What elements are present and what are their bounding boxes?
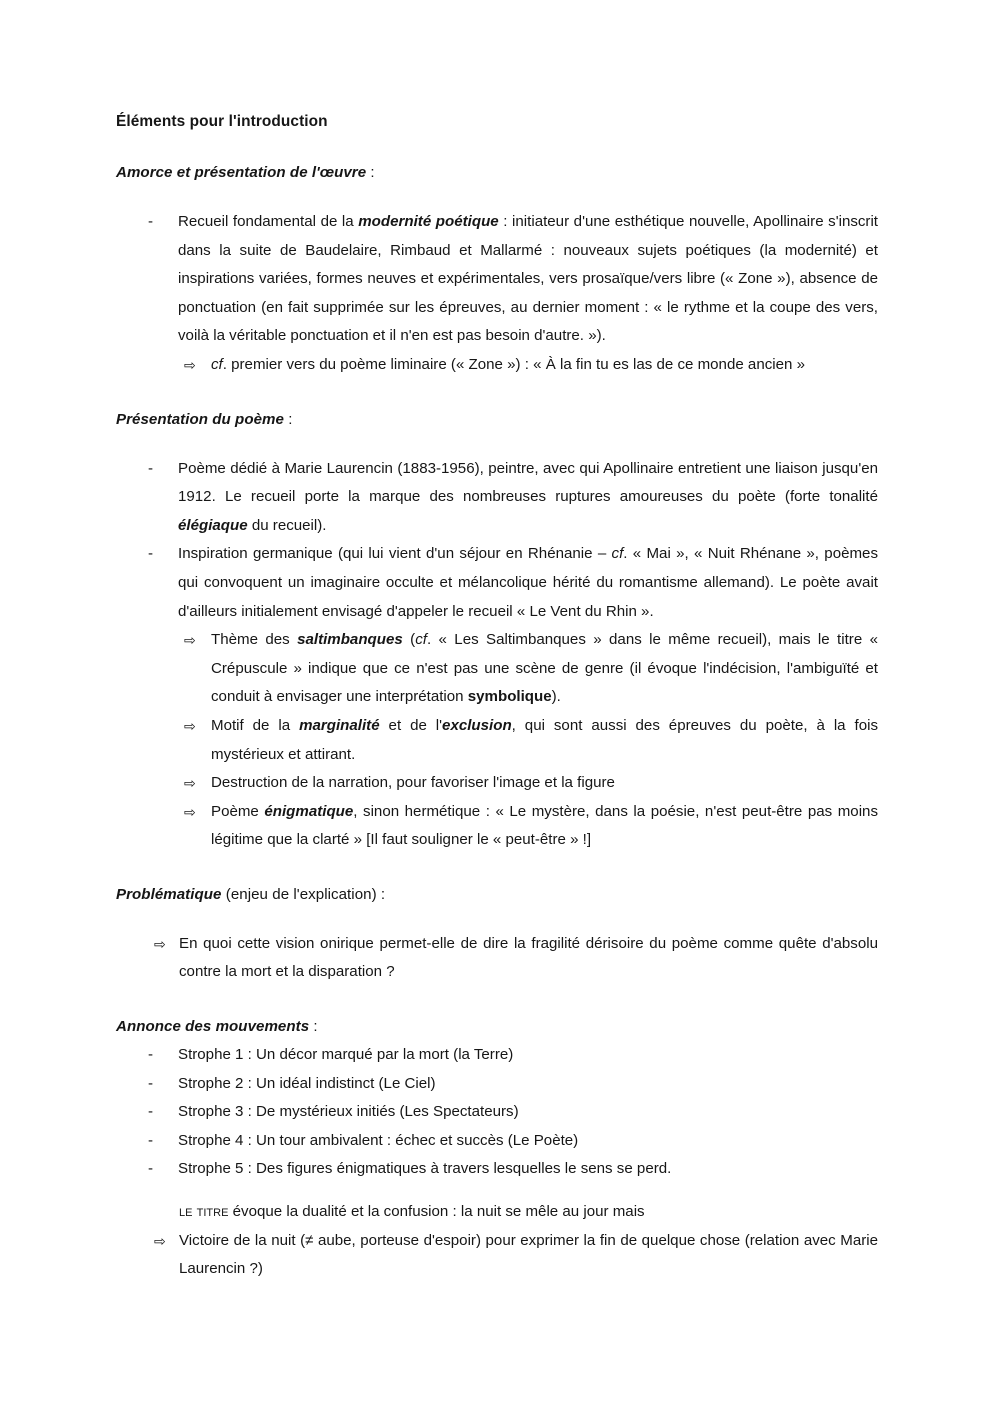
dash-bullet-icon: - bbox=[148, 1074, 154, 1092]
abbr-cf: cf bbox=[211, 355, 223, 373]
small-caps-le-titre: le titre bbox=[179, 1203, 229, 1221]
sub-list-item-text bbox=[211, 351, 878, 380]
spacer bbox=[116, 187, 878, 208]
list-item bbox=[116, 540, 878, 626]
dash-bullet-icon: - bbox=[148, 213, 154, 230]
dash-bullet-icon: - bbox=[148, 1131, 154, 1149]
section-heading-amorce-label: Amorce et présentation de l'œuvre bbox=[116, 164, 367, 181]
spacer bbox=[116, 909, 878, 930]
list-item bbox=[116, 1041, 878, 1070]
text-run: Poème dédié à Marie Laurencin (1883-1956), peintre, avec qui Apollinaire entretient une liaison jusqu'en 1912. Le recueil porte la marque des nombreuses ruptures amoureuses du poète (forte tonalité bbox=[178, 459, 878, 506]
text-run: Poème bbox=[211, 802, 265, 820]
page-title: Éléments pour l'introduction bbox=[116, 113, 328, 130]
sub-list-item-text bbox=[211, 712, 878, 769]
text-run: , sinon hermétique : « Le mystère, dans la poésie, n'est peut-être pas moins légitime que la clarté » [Il faut souligner le « peut-être » !] bbox=[211, 802, 878, 849]
list-item bbox=[116, 1127, 878, 1156]
sub-list-item bbox=[116, 769, 878, 798]
sub-list-item-text: En quoi cette vision onirique permet-elle de dire la fragilité dérisoire du poème comme quête d'absolu contre la mort et la disparation ? bbox=[179, 934, 878, 981]
sub-list-item bbox=[116, 712, 878, 769]
text-run: évoque la dualité et la confusion : la nuit se mêle au jour mais bbox=[228, 1203, 645, 1221]
section-heading-problematique-rest: (enjeu de l'explication) : bbox=[221, 885, 386, 903]
emphasis-saltimbanques: saltimbanques bbox=[297, 631, 403, 649]
list-item bbox=[116, 1155, 878, 1184]
list-item-text bbox=[178, 455, 878, 541]
section-heading-amorce-colon: : bbox=[366, 164, 375, 181]
list-item bbox=[116, 1098, 878, 1127]
list-item-text: Strophe 5 : Des figures énigmatiques à travers lesquelles le sens se perd. bbox=[178, 1160, 672, 1178]
arrow-bullet-icon: ⇨ bbox=[184, 356, 196, 373]
section-heading-problematique bbox=[116, 881, 878, 909]
sub-list-item bbox=[116, 351, 878, 380]
arrow-bullet-icon: ⇨ bbox=[184, 775, 196, 792]
text-run: Thème des bbox=[211, 631, 298, 649]
emphasis-enigmatique: énigmatique bbox=[264, 802, 354, 820]
sub-list-item-text bbox=[211, 626, 878, 712]
sub-list-item bbox=[116, 930, 878, 987]
abbr-cf: cf bbox=[611, 545, 624, 563]
section-heading-mouvements-colon: : bbox=[309, 1018, 318, 1036]
sub-list-item bbox=[116, 1227, 878, 1284]
text-run: et de l' bbox=[379, 716, 443, 734]
text-run: Inspiration germanique (qui lui vient d'un séjour en Rhénanie – bbox=[178, 545, 612, 563]
spacer bbox=[116, 434, 878, 455]
dash-bullet-icon: - bbox=[148, 1103, 154, 1121]
list-item-text bbox=[178, 540, 878, 626]
text-run: Motif de la bbox=[211, 716, 300, 734]
list-item-text: Strophe 4 : Un tour ambivalent : échec et succès (Le Poète) bbox=[178, 1131, 579, 1149]
mouvements-list bbox=[116, 1041, 878, 1184]
text-run: . « Mai », « Nuit Rhénane », poèmes qui convoquent un imaginaire occulte et mélancolique hérité du romantisme allemand). Le poète avait d'ailleurs initialement envisagé d'appeler le recueil « Le Vent du Rhin ». bbox=[178, 545, 878, 620]
section-heading-presentation-colon: : bbox=[283, 410, 293, 428]
list-item-text bbox=[178, 208, 878, 351]
spacer bbox=[116, 380, 878, 406]
emphasis-marginalite: marginalité bbox=[299, 716, 380, 734]
arrow-bullet-icon: ⇨ bbox=[184, 632, 196, 649]
list-item bbox=[116, 455, 878, 541]
dash-bullet-icon: - bbox=[148, 1046, 154, 1064]
arrow-bullet-icon: ⇨ bbox=[184, 803, 196, 820]
sub-list-item-text: Destruction de la narration, pour favoriser l'image et la figure bbox=[211, 774, 615, 792]
text-run: : initiateur d'une esthétique nouvelle, Apollinaire s'inscrit dans la suite de Baudelaire, Rimbaud et Mallarmé : nouveaux sujets poétiques (la modernité) et inspirations variées, formes neuves et expérimentales, vers prosaïque/vers libre (« Zone »), absence de ponctuation (en fait supprimée sur les épreuves, au dernier moment : « le rythme et la coupe des vers, voilà la véritable ponctuation et il n'en est pas besoin d'autre. »). bbox=[178, 213, 879, 345]
list-item-text: Strophe 2 : Un idéal indistinct (Le Ciel) bbox=[178, 1074, 436, 1092]
spacer bbox=[116, 855, 878, 881]
dash-bullet-icon: - bbox=[148, 459, 154, 477]
dash-bullet-icon: - bbox=[148, 545, 154, 563]
text-run: ( bbox=[402, 631, 416, 649]
text-run: du recueil). bbox=[247, 516, 327, 534]
emphasis-elegiaque: élégiaque bbox=[178, 516, 248, 534]
list-item bbox=[116, 208, 878, 351]
arrow-bullet-icon: ⇨ bbox=[154, 935, 166, 952]
emphasis-modernite-poetique: modernité poétique bbox=[358, 213, 499, 230]
titre-note-text bbox=[179, 1198, 878, 1227]
sub-list-item-text bbox=[211, 798, 878, 855]
list-item-text: Strophe 3 : De mystérieux initiés (Les Spectateurs) bbox=[178, 1103, 519, 1121]
section-heading-problematique-label: Problématique bbox=[116, 885, 222, 903]
spacer bbox=[116, 987, 878, 1013]
list-item bbox=[116, 1070, 878, 1099]
emphasis-symbolique: symbolique bbox=[467, 688, 552, 706]
dash-bullet-icon: - bbox=[148, 1160, 154, 1178]
text-run: ). bbox=[551, 688, 561, 706]
section-heading-presentation bbox=[116, 406, 878, 434]
arrow-bullet-icon: ⇨ bbox=[154, 1232, 166, 1249]
document-body bbox=[116, 108, 878, 1284]
sub-list-item bbox=[116, 626, 878, 712]
sub-list-item-text: Victoire de la nuit (≠ aube, porteuse d'espoir) pour exprimer la fin de quelque chose (relation avec Marie Laurencin ?) bbox=[179, 1231, 878, 1278]
section-heading-mouvements bbox=[116, 1013, 878, 1041]
text-run: . « Les Saltimbanques » dans le même recueil), mais le titre « Crépuscule » indique que ce n'est pas une scène de genre (il évoque l'indécision, l'ambiguïté et conduit à envisager une interprétation bbox=[211, 631, 878, 706]
section-heading-mouvements-label: Annonce des mouvements bbox=[116, 1018, 310, 1036]
spacer bbox=[116, 1184, 878, 1198]
list-item-text: Strophe 1 : Un décor marqué par la mort (la Terre) bbox=[178, 1046, 514, 1064]
text-run: . premier vers du poème liminaire (« Zone ») : « À la fin tu es las de ce monde ancien » bbox=[222, 355, 805, 373]
text-run: Recueil fondamental de la bbox=[178, 213, 359, 230]
section-heading-presentation-label: Présentation du poème bbox=[116, 410, 284, 428]
abbr-cf: cf bbox=[415, 631, 427, 649]
titre-note bbox=[116, 1198, 878, 1227]
emphasis-exclusion: exclusion bbox=[442, 716, 512, 734]
arrow-bullet-icon: ⇨ bbox=[184, 717, 196, 734]
sub-list-item bbox=[116, 798, 878, 855]
text-run: , qui sont aussi des épreuves du poète, à la fois mystérieux et attirant. bbox=[211, 716, 878, 763]
section-heading-amorce bbox=[116, 159, 878, 187]
